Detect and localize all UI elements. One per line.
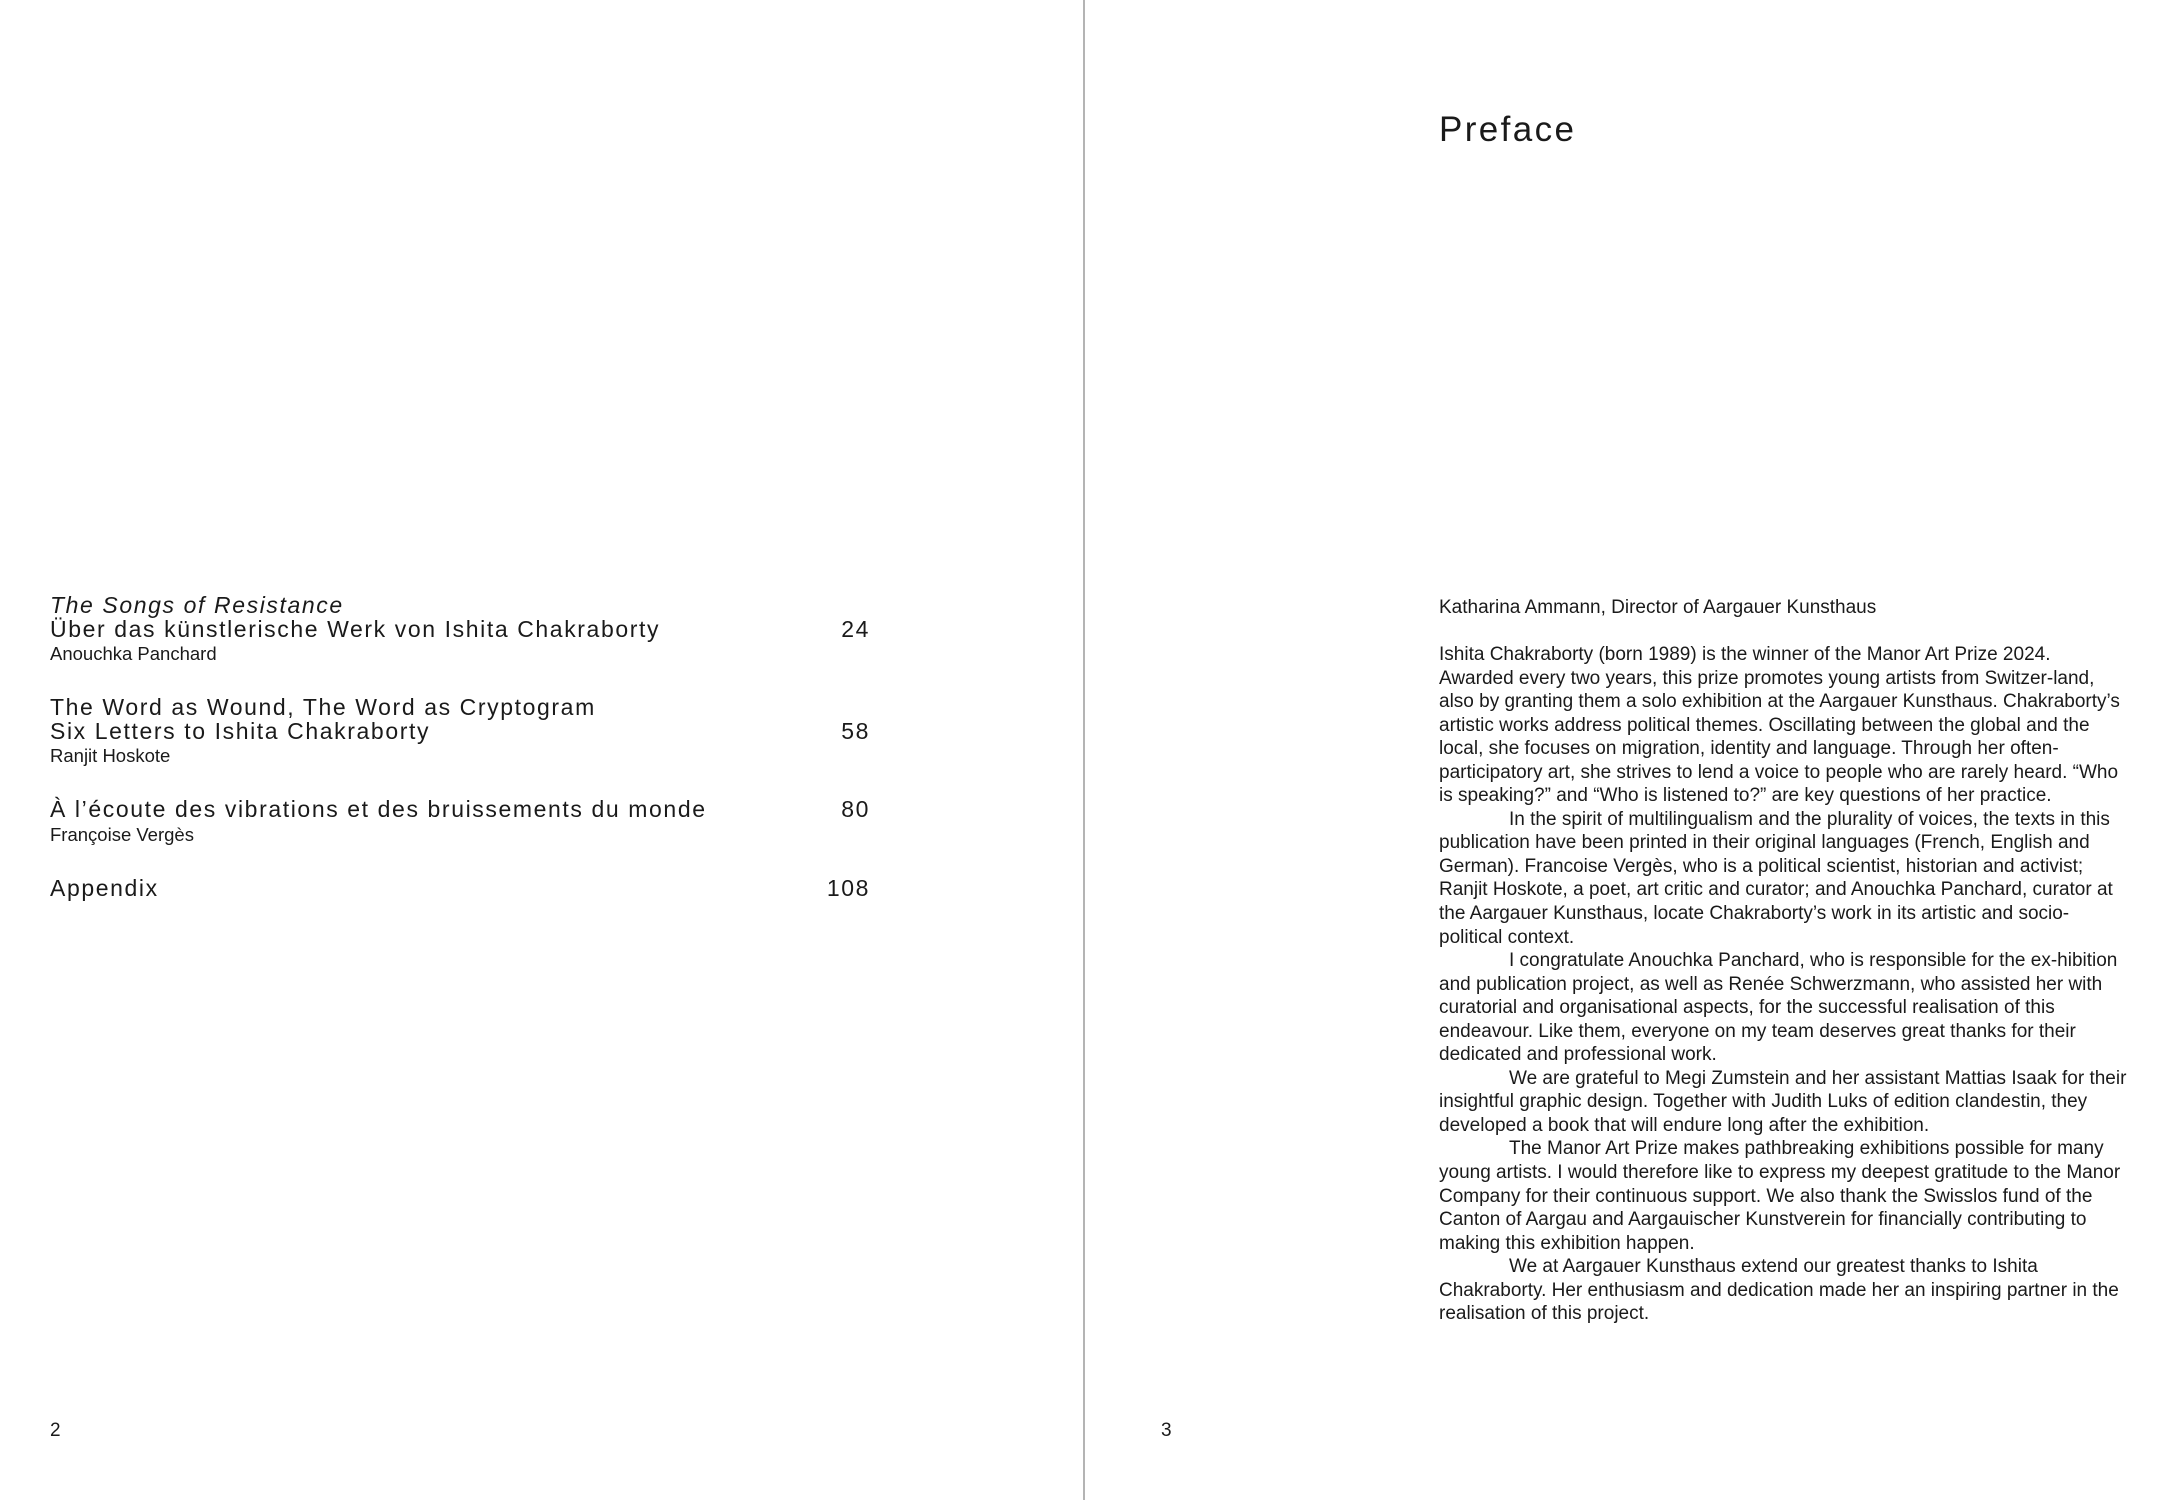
toc-entry[interactable] <box>50 874 870 901</box>
preface-byline: Katharina Ammann, Director of Aargauer Kunsthaus <box>1439 597 1877 618</box>
preface-paragraph: Ishita Chakraborty (born 1989) is the winner of the Manor Art Prize 2024. Awarded every two years, this prize promotes young artists from Switzer-land, also by granting them a solo exhibition at the Aargauer Kunsthaus. Chakraborty’s artistic works address political themes. Oscillating between the global and the local, she focuses on migration, identity and language. Through her often-participatory art, she strives to lend a voice to people who are rarely heard. “Who is speaking?” and “Who is listened to?” are key questions of her practice. <box>1439 644 2120 807</box>
preface-paragraph: We at Aargauer Kunsthaus extend our greatest thanks to Ishita Chakraborty. Her enthusiasm and dedication made her an inspiring partner in the realisation of this project. <box>1439 1256 2119 1325</box>
toc-entry-author: Anouchka Panchard <box>50 643 217 664</box>
left-page <box>0 0 1083 1500</box>
right-page <box>1085 0 2167 1500</box>
toc-entry-page-number: 24 <box>841 615 870 642</box>
preface-paragraph: In the spirit of multilingualism and the plurality of voices, the texts in this publication have been printed in their original languages (French, English and German). Francoise Vergès, who is a political scientist, historian and activist; Ranjit Hoskote, a poet, art critic and curator; and Anouchka Panchard, curator at the Aargauer Kunsthaus, locate Chakraborty’s work in its artistic and socio-political context. <box>1439 808 2113 948</box>
preface-heading: Preface <box>1439 110 1577 149</box>
toc-entry-subtitle: Über das künstlerische Werk von Ishita Chakraborty <box>50 615 661 642</box>
preface-paragraph: We are grateful to Megi Zumstein and her assistant Mattias Isaak for their insightful graphic design. Together with Judith Luks of edition clandestin, they developed a book that will endure long after the exhibition. <box>1439 1067 2127 1136</box>
toc-entry[interactable] <box>50 798 870 847</box>
toc-entry-title: The Word as Wound, The Word as Cryptogram <box>50 694 596 720</box>
preface-paragraph: I congratulate Anouchka Panchard, who is responsible for the ex-hibition and publication project, as well as Renée Schwerzmann, who assisted her with curatorial and organisational aspects, for the successful realisation of this endeavour. Like them, everyone on my team deserves great thanks for their dedicated and professional work. <box>1439 950 2118 1066</box>
toc-entry-title: À l’écoute des vibrations et des bruissements du monde <box>50 796 707 822</box>
toc-entry-author: Françoise Vergès <box>50 823 194 845</box>
toc-entry-page-number: 108 <box>826 874 870 901</box>
page-number-right: 3 <box>1161 1420 1172 1441</box>
toc-entry-title: The Songs of Resistance <box>50 592 344 618</box>
toc-entry-page-number: 80 <box>841 796 870 822</box>
preface-body <box>1439 643 2127 1326</box>
toc-entry-subtitle: Six Letters to Ishita Chakraborty <box>50 717 431 744</box>
table-of-contents <box>50 594 870 930</box>
page-number-left: 2 <box>50 1420 61 1441</box>
toc-entry[interactable] <box>50 594 870 666</box>
toc-entry-page-number: 58 <box>841 717 870 744</box>
toc-entry-title: Appendix <box>50 874 159 901</box>
toc-entry-author: Ranjit Hoskote <box>50 745 171 766</box>
toc-entry[interactable] <box>50 696 870 768</box>
preface-paragraph: The Manor Art Prize makes pathbreaking exhibitions possible for many young artists. I would therefore like to express my deepest gratitude to the Manor Company for their continuous support. We also thank the Swisslos fund of the Canton of Aargau and Aargauischer Kunstverein for financially contributing to making this exhibition happen. <box>1439 1138 2121 1254</box>
